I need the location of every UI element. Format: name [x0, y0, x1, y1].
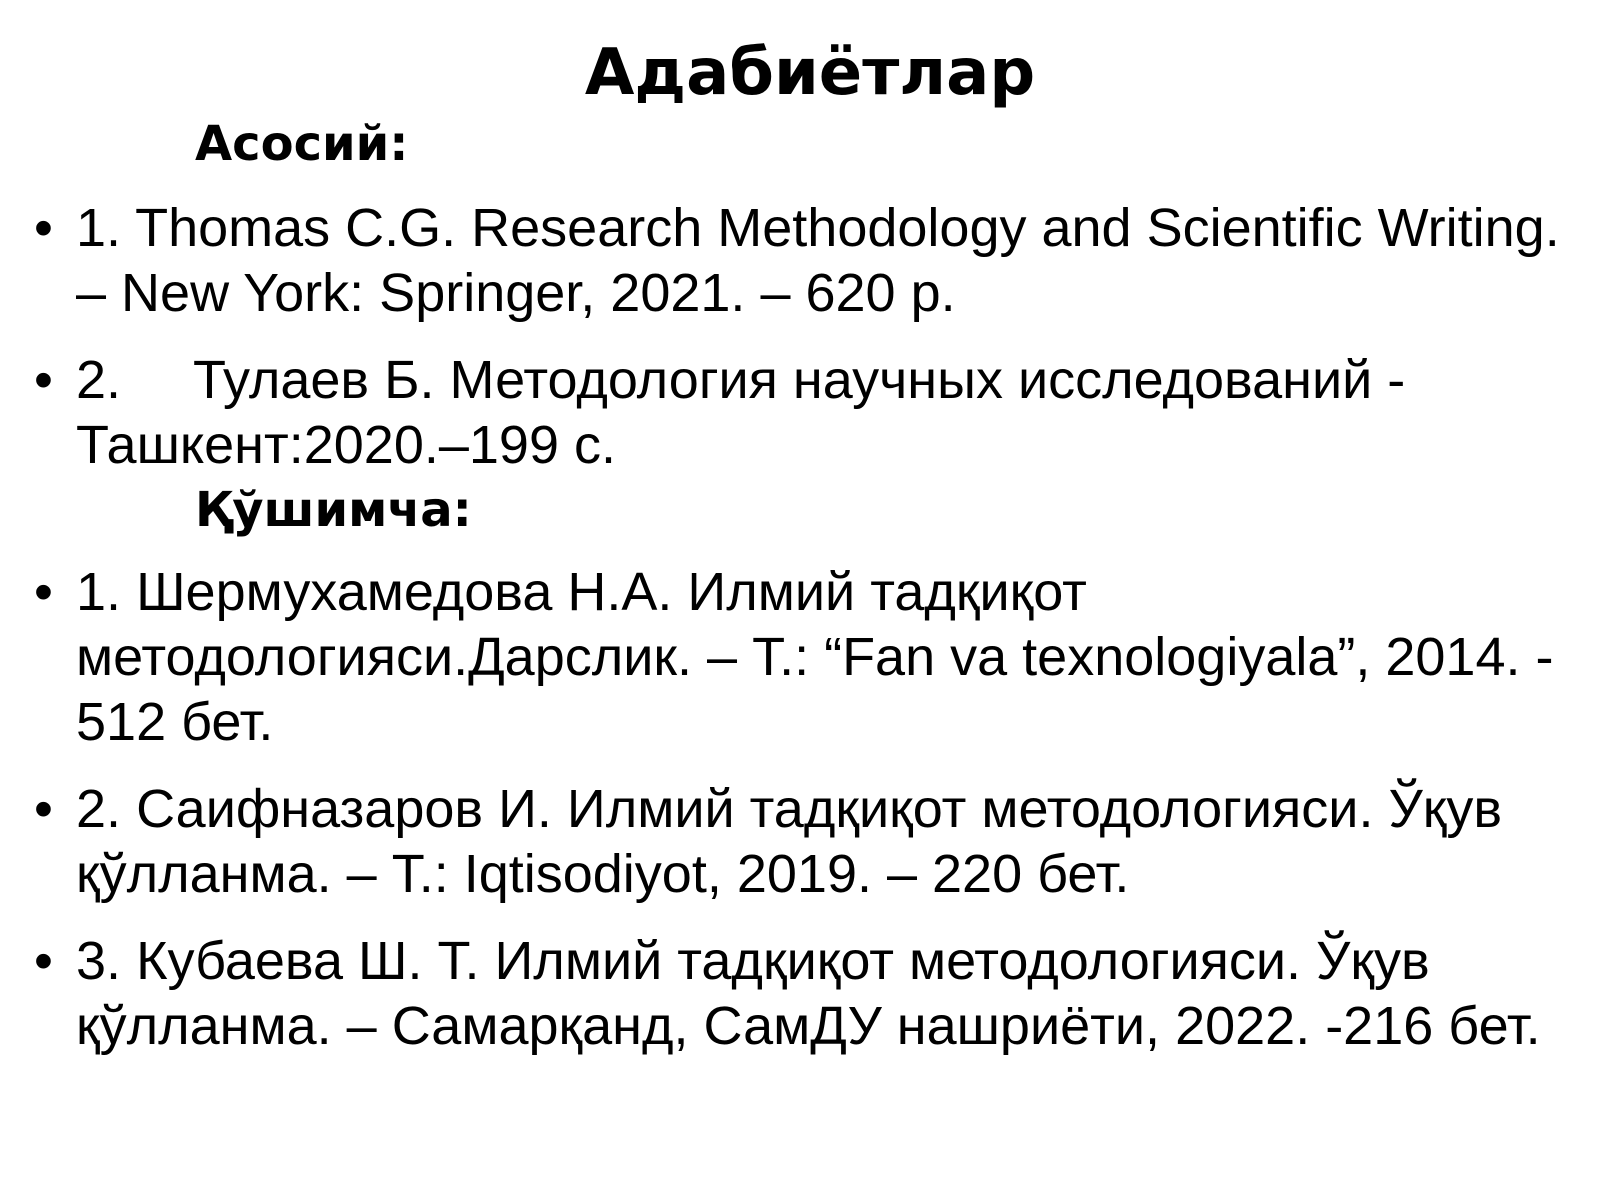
reference-text: Thomas C.G. Research Methodology and Scientific Writing. – New York: Springer, 2021. – 620 p.: [76, 198, 1560, 323]
reference-text: Кубаева Ш. Т. Илмий тадқиқот методологияси. Ўқув қўлланма. – Самарқанд, СамДУ нашриёти, 2022. -216 бет.: [76, 931, 1541, 1056]
bullet-icon: •: [34, 779, 53, 839]
reference-number: 2.: [76, 350, 122, 410]
bullet-icon: •: [34, 198, 53, 258]
bullet-icon: •: [34, 931, 53, 991]
reference-number: 1.: [76, 198, 122, 258]
main-references-list: [0, 196, 1600, 478]
reference-item: [0, 777, 1600, 907]
bullet-icon: •: [34, 350, 53, 410]
reference-number: 3.: [76, 931, 122, 991]
reference-item: [0, 929, 1600, 1059]
section-heading-additional: Қўшимча:: [195, 482, 472, 538]
reference-text: Шермухамедова Н.А. Илмий тадқиқот методологияси.Дарслик. – Т.: “Fan va texnologiyala”, 2014. - 512 бет.: [76, 562, 1554, 752]
slide-title: Адабиётлар: [584, 36, 1036, 110]
reference-text: Саифназаров И. Илмий тадқиқот методологияси. Ўқув қўлланма. – Т.: Iqtisodiyot, 2019. – 220 бет.: [76, 779, 1503, 904]
reference-item: [0, 348, 1600, 478]
section-heading-main: Асосий:: [195, 116, 409, 172]
reference-item: [0, 560, 1600, 755]
reference-number: 2.: [76, 779, 122, 839]
bullet-icon: •: [34, 562, 53, 622]
reference-item: [0, 196, 1600, 326]
reference-text: Тулаев Б. Методология научных исследований - Ташкент:2020.–199 с.: [76, 350, 1406, 475]
reference-number: 1.: [76, 562, 122, 622]
additional-references-list: [0, 560, 1600, 1059]
